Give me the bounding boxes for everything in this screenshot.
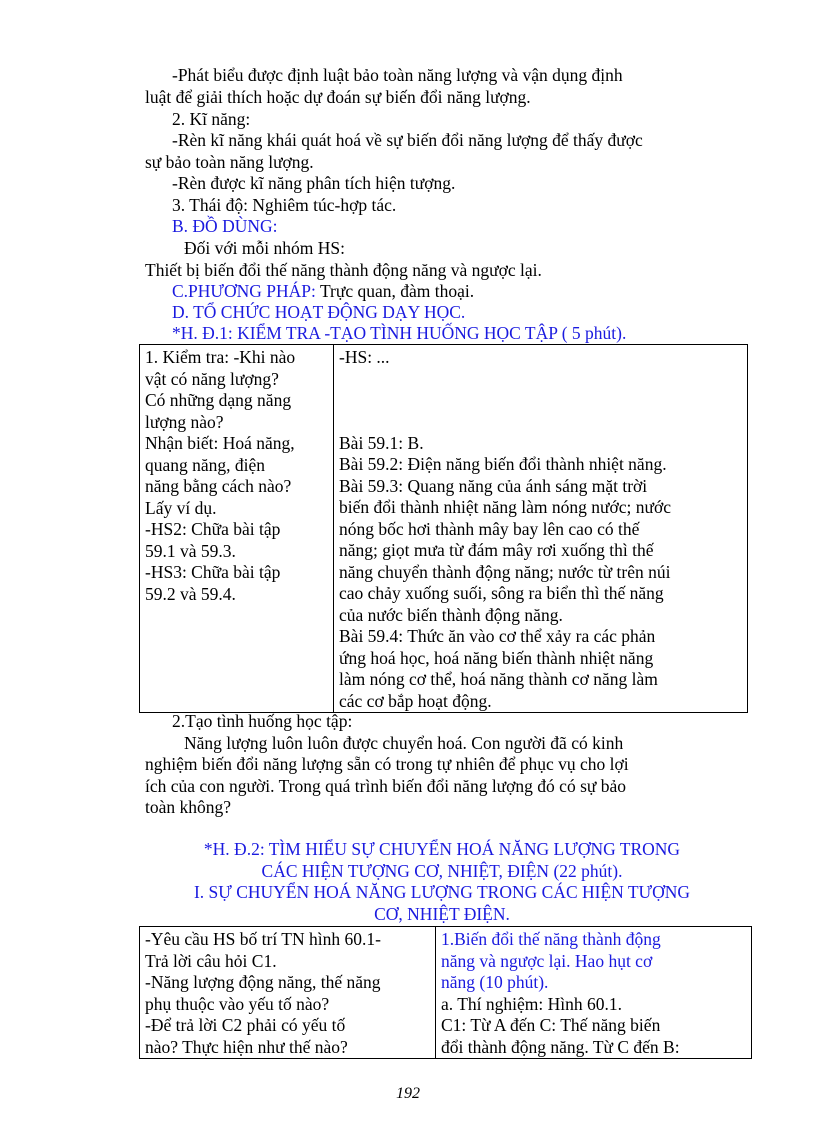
cell-line: của nước biến thành động năng. [339,604,563,625]
activity-2-heading: CÁC HIỆN TƯỢNG CƠ, NHIỆT, ĐIỆN (22 phút). [261,861,623,881]
cell-line: ứng hoá học, hoá năng biến thành nhiệt năng [339,647,654,668]
cell-line: 1. Kiểm tra: -Khi nào [145,347,296,367]
skills-line: sự bảo toàn năng lượng. [145,152,314,172]
skills-line: -Rèn được kĩ năng phân tích hiện tượng. [172,173,456,193]
materials-line: Đối với mỗi nhóm HS: [184,238,345,258]
cell-line: biến đổi thành nhiệt năng làm nóng nước; nước [339,497,671,517]
cell-line: a. Thí nghiệm: Hình 60.1. [441,993,622,1014]
cell-line: -HS: ... [339,347,390,367]
section-c-heading: C.PHƯƠNG PHÁP: [172,281,316,301]
skills-line: -Rèn kĩ năng khái quát hoá về sự biến đổi năng lượng để thấy được [172,130,643,150]
subsection-heading: năng và ngược lại. Hao hụt cơ [441,950,653,971]
cell-line: nào? Thực hiện như thế nào? [145,1036,348,1057]
cell-line: Nhận biết: Hoá năng, [145,433,295,453]
attitude-line: 3. Thái độ: Nghiêm túc-hợp tác. [172,195,397,215]
cell-line: -HS2: Chữa bài tập [145,519,281,539]
activity-2-table [139,926,752,1059]
situation-line: toàn không? [145,797,232,817]
situation-line: Năng lượng luôn luôn được chuyển hoá. Con người đã có kinh [184,733,624,753]
student-column [334,345,748,713]
cell-line: -Năng lượng động năng, thế năng [145,972,381,992]
cell-line: 59.1 và 59.3. [145,540,236,561]
activity-1-table [139,344,748,713]
cell-line: cao chảy xuống suối, sông ra biển thì thế năng [339,583,664,603]
section-d-heading: D. TỔ CHỨC HOẠT ĐỘNG DẠY HỌC. [172,302,466,322]
section-i-heading: CƠ, NHIỆT ĐIỆN. [374,904,510,924]
situation-heading: 2.Tạo tình huống học tập: [172,711,353,731]
student-column [436,927,752,1059]
skills-heading: 2. Kĩ năng: [172,109,251,129]
cell-line: Bài 59.4: Thức ăn vào cơ thể xảy ra các phản [339,626,656,646]
cell-line: quang năng, điện [145,454,266,475]
cell-line: năng; giọt mưa từ đám mây rơi xuống thì thế [339,540,654,560]
teacher-column [140,345,334,713]
subsection-heading: 1.Biến đổi thế năng thành động [441,929,661,949]
cell-line: các cơ bắp hoạt động. [339,690,492,711]
cell-line: phụ thuộc vào yếu tố nào? [145,993,330,1014]
activity-1-heading: *H. Đ.1: KIỂM TRA -TẠO TÌNH HUỐNG HỌC TẬP ( 5 phút). [172,323,627,343]
blank-gap [339,369,743,433]
cell-line: Bài 59.3: Quang năng của ánh sáng mặt trời [339,475,648,496]
objective-line: -Phát biểu được định luật bảo toàn năng lượng và vận dụng định [172,65,623,85]
cell-line: Lấy ví dụ. [145,497,217,518]
table-row [140,927,752,1059]
page-number: 192 [396,1085,420,1102]
section-b-heading: B. ĐỒ DÙNG: [172,216,278,236]
cell-line: nóng bốc hơi thành mây bay lên cao có thế [339,518,640,539]
section-i-heading: I. SỰ CHUYỂN HOÁ NĂNG LƯỢNG TRONG CÁC HIỆN TƯỢNG [193,882,691,902]
cell-line: 59.2 và 59.4. [145,583,236,604]
cell-line: vật có năng lượng? [145,368,279,389]
activity-2-heading: *H. Đ.2: TÌM HIỂU SỰ CHUYỂN HOÁ NĂNG LƯỢNG TRONG [203,839,681,859]
table-row [140,345,748,713]
subsection-heading: năng (10 phút). [441,972,549,992]
section-c-line [172,281,474,303]
cell-line: đổi thành động năng. Từ C đến B: [441,1036,680,1057]
cell-line: Bài 59.1: B. [339,432,424,453]
cell-line: năng chuyển thành động năng; nước từ trên núi [339,561,671,582]
cell-line: Trả lời câu hỏi C1. [145,950,277,971]
cell-line: -HS3: Chữa bài tập [145,562,281,582]
materials-line: Thiết bị biến đổi thế năng thành động năng và ngược lại. [145,260,542,280]
cell-line: lượng nào? [145,411,224,432]
cell-line: C1: Từ A đến C: Thế năng biến [441,1015,661,1035]
situation-line: ích của con người. Trong quá trình biến đổi năng lượng đó có sự bảo [145,776,627,796]
objective-line: luật để giải thích hoặc dự đoán sự biến đổi năng lượng. [145,87,531,107]
teacher-column [140,927,436,1059]
section-c-text: Trực quan, đàm thoại. [315,281,475,301]
cell-line: Có những dạng năng [145,390,292,410]
cell-line: năng bằng cách nào? [145,476,292,496]
cell-line: -Yêu cầu HS bố trí TN hình 60.1- [145,929,381,949]
cell-line: Bài 59.2: Điện năng biến đổi thành nhiệt năng. [339,454,667,474]
cell-line: -Để trả lời C2 phải có yếu tố [145,1015,346,1035]
cell-line: làm nóng cơ thể, hoá năng thành cơ năng làm [339,669,658,689]
situation-line: nghiệm biến đổi năng lượng sẵn có trong tự nhiên để phục vụ cho lợi [145,754,629,774]
